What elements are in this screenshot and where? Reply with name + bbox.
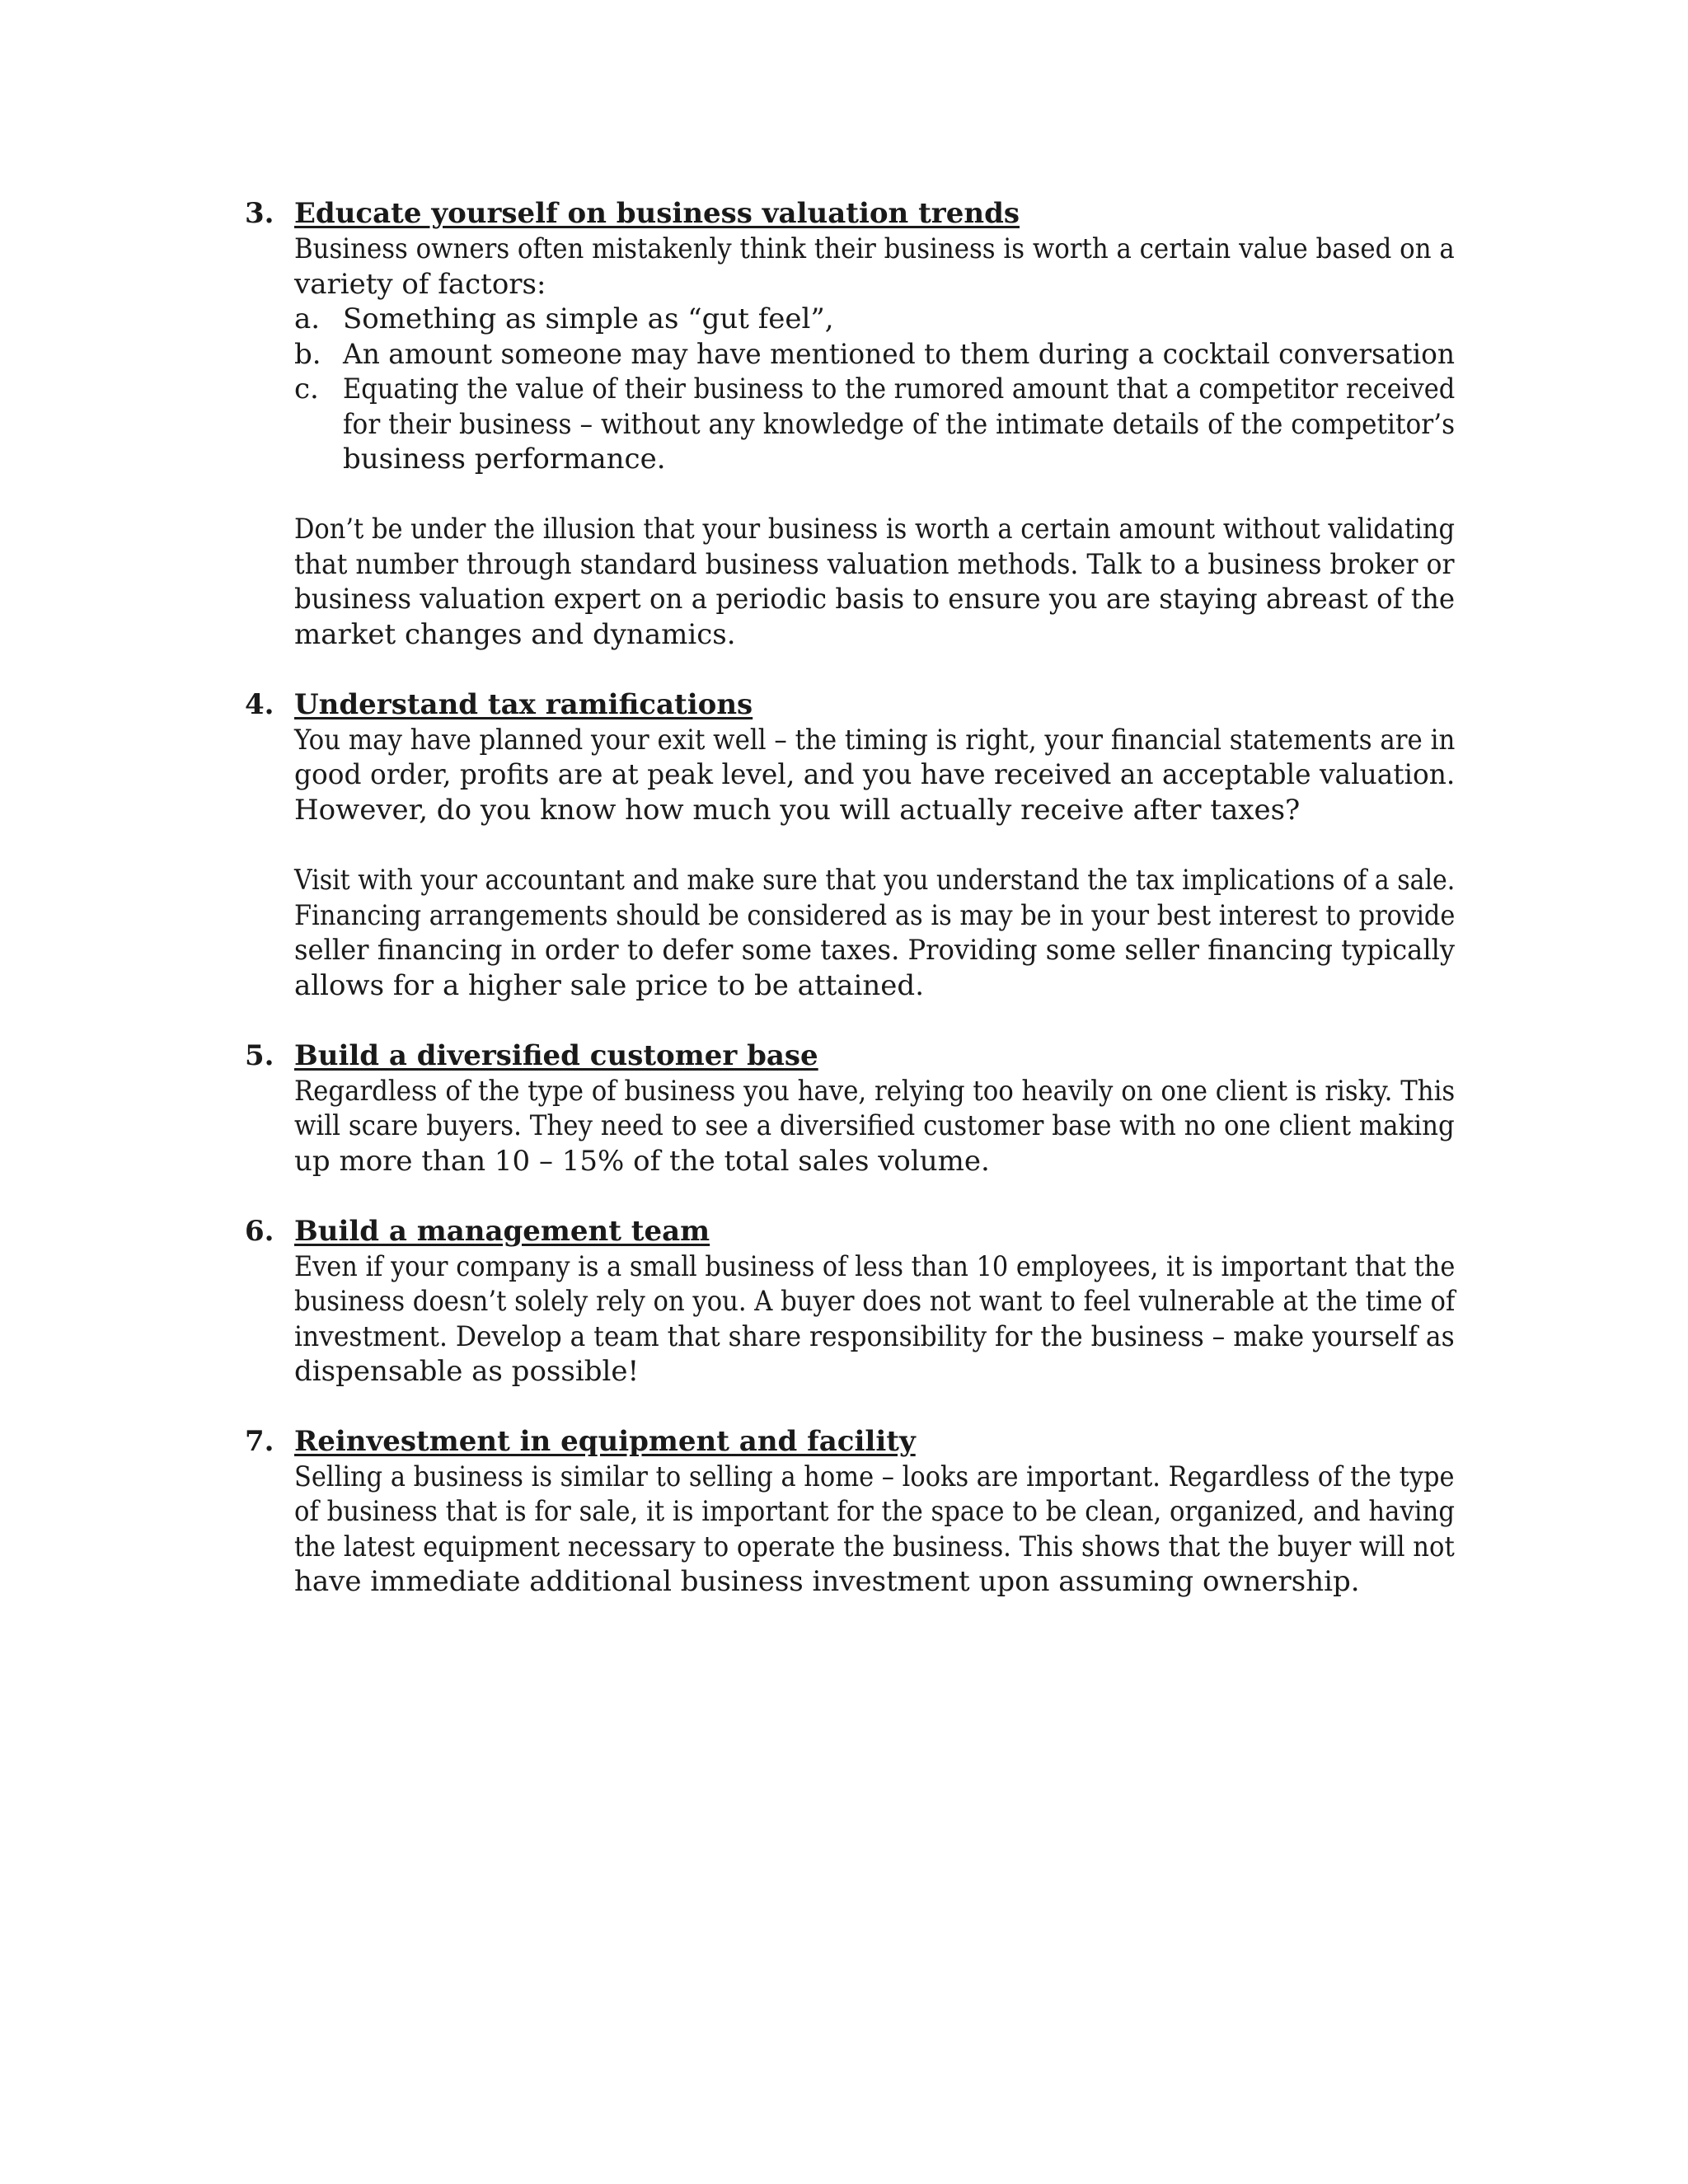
body-line: investment. Develop a team that share responsibility for the business – make yourself as [294,1320,1455,1353]
section-number: 3. [245,197,274,230]
body-line: will scare buyers. They need to see a diversified customer base with no one client making [294,1109,1455,1142]
body-line: of business that is for sale, it is important for the space to be clean, organized, and having [294,1495,1455,1528]
body-line: dispensable as possible! [294,1355,640,1388]
body-line: Regardless of the type of business you have, relying too heavily on one client is risky. This [294,1075,1456,1108]
section-number: 7. [245,1425,274,1458]
body-line: have immediate additional business investment upon assuming ownership. [294,1565,1360,1598]
body-line: variety of factors: [294,268,546,301]
section-number: 4. [245,688,274,721]
body-line: good order, profits are at peak level, and you have received an acceptable valuation. [294,758,1456,791]
section-heading: Understand tax ramifications [294,688,753,721]
body-line: Don’t be under the illusion that your business is worth a certain amount without validating [294,513,1455,546]
body-line: business valuation expert on a periodic basis to ensure you are staying abreast of the [294,583,1456,616]
list-item-line: business performance. [343,443,666,476]
body-line: seller financing in order to defer some taxes. Providing some seller financing typically [294,934,1456,967]
section-heading: Build a management team [294,1215,710,1248]
list-item-line: Something as simple as “gut feel”, [343,302,834,335]
body-line: the latest equipment necessary to operate the business. This shows that the buyer will not [294,1530,1455,1563]
body-line: market changes and dynamics. [294,618,736,651]
body-line: allows for a higher sale price to be attained. [294,969,925,1002]
body-line: Selling a business is similar to selling a home – looks are important. Regardless of the type [294,1460,1455,1493]
body-line: You may have planned your exit well – the timing is right, your financial statements are in [294,724,1456,757]
body-line: Financing arrangements should be considered as is may be in your best interest to provide [294,899,1456,932]
body-line: Business owners often mistakenly think their business is worth a certain value based on a [294,232,1455,265]
body-line: up more than 10 – 15% of the total sales volume. [294,1145,990,1178]
body-line: Visit with your accountant and make sure that you understand the tax implications of a sale. [294,864,1456,897]
section-heading: Build a diversified customer base [294,1039,818,1072]
list-item-line: An amount someone may have mentioned to them during a cocktail conversation [343,338,1455,371]
list-marker: a. [294,302,321,335]
body-line: business doesn’t solely rely on you. A buyer does not want to feel vulnerable at the time of [294,1285,1456,1318]
body-line: Even if your company is a small business of less than 10 employees, it is important that the [294,1250,1456,1283]
section-heading: Educate yourself on business valuation trends [294,197,1020,230]
list-item-line: for their business – without any knowledge of the intimate details of the competitor’s [343,408,1456,441]
body-line: However, do you know how much you will actually receive after taxes? [294,794,1301,827]
section-number: 5. [245,1039,274,1072]
list-marker: b. [294,338,321,371]
body-line: that number through standard business valuation methods. Talk to a business broker or [294,548,1455,581]
list-marker: c. [294,373,319,405]
section-number: 6. [245,1215,274,1248]
list-item-line: Equating the value of their business to the rumored amount that a competitor received [343,373,1456,405]
section-heading: Reinvestment in equipment and facility [294,1425,916,1458]
